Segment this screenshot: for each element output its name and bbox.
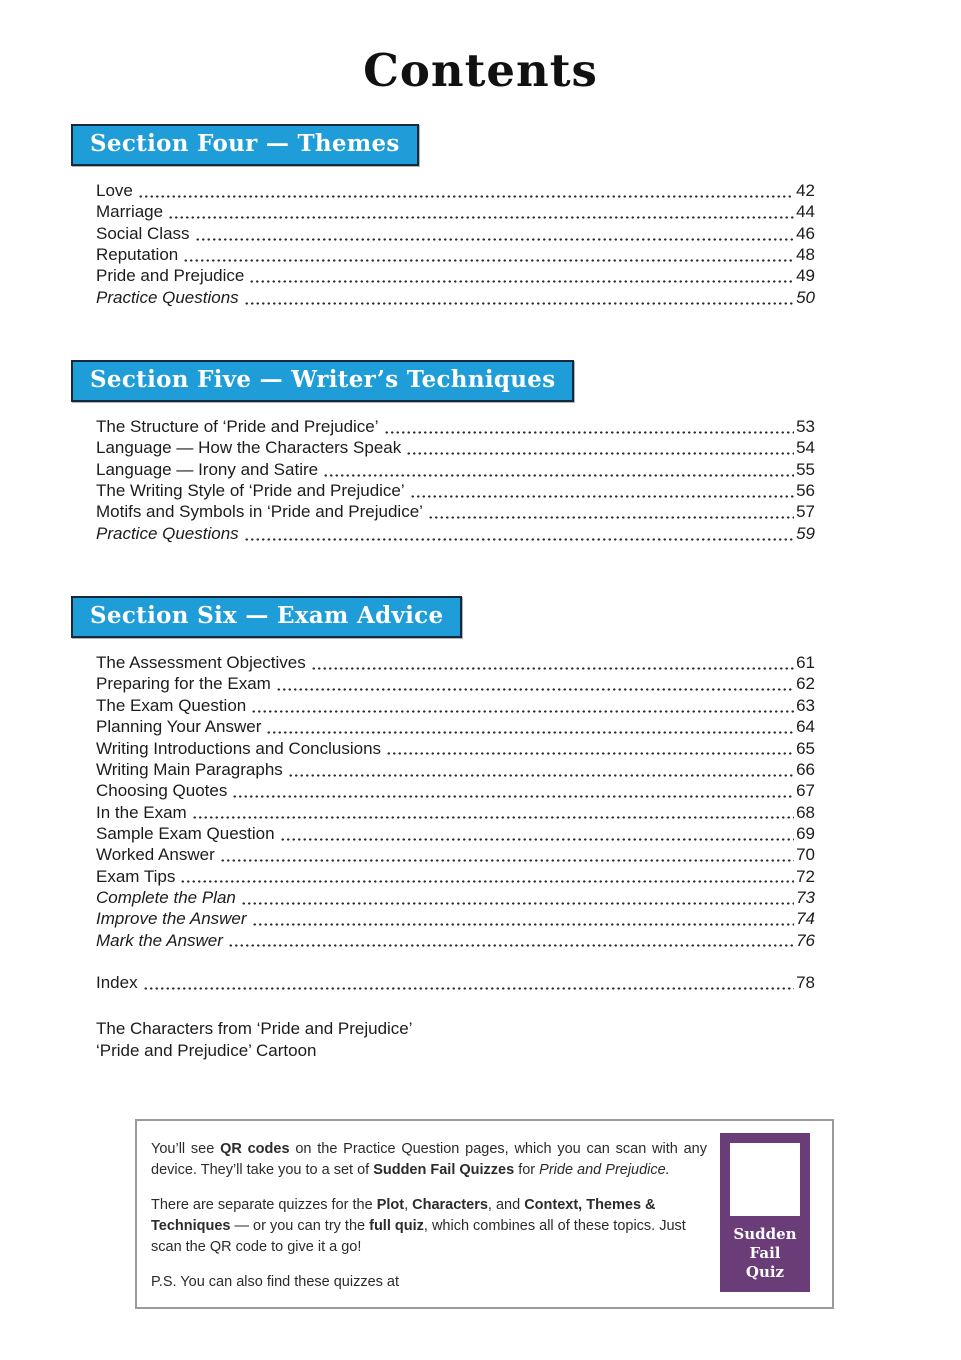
toc-leader-dots bbox=[232, 780, 794, 801]
toc-page-number: 64 bbox=[796, 717, 815, 737]
toc-entry-label: Language — Irony and Satire bbox=[96, 459, 319, 479]
toc-entry bbox=[96, 244, 815, 265]
toc-section bbox=[0, 596, 961, 951]
toc-page-number: 46 bbox=[796, 223, 815, 243]
toc-page-number: 55 bbox=[796, 459, 815, 479]
toc-list bbox=[96, 180, 815, 308]
toc-page-number: 50 bbox=[796, 287, 815, 307]
toc-entry-label: Complete the Plan bbox=[96, 887, 236, 907]
qr-info-box bbox=[135, 1119, 834, 1309]
toc-leader-dots bbox=[220, 844, 794, 865]
toc-leader-dots bbox=[252, 908, 795, 929]
toc-page-number: 49 bbox=[796, 266, 815, 286]
toc-entry-label: Mark the Answer bbox=[96, 930, 223, 950]
toc-entry bbox=[96, 652, 815, 673]
toc-list bbox=[96, 416, 815, 544]
toc-entry-label: Preparing for the Exam bbox=[96, 674, 271, 694]
toc-leader-dots bbox=[410, 480, 794, 501]
toc-leader-dots bbox=[143, 972, 794, 993]
toc-entry bbox=[96, 459, 815, 480]
toc-entry-label: The Exam Question bbox=[96, 695, 247, 715]
toc-leader-dots bbox=[138, 180, 794, 201]
toc-entry-label: Writing Introductions and Conclusions bbox=[96, 738, 382, 758]
toc-leader-dots bbox=[428, 501, 794, 522]
toc-entry-label: The Assessment Objectives bbox=[96, 653, 306, 673]
toc-page-number: 54 bbox=[796, 438, 815, 458]
toc-leader-dots bbox=[249, 265, 794, 286]
toc-page-number: 70 bbox=[796, 845, 815, 865]
toc-leader-dots bbox=[168, 201, 794, 222]
extra-entry: ‘Pride and Prejudice’ Cartoon bbox=[96, 1040, 317, 1060]
toc-list bbox=[96, 652, 815, 951]
sudden-fail-quiz-label bbox=[730, 1225, 800, 1282]
toc-entry bbox=[96, 480, 815, 501]
sudden-fail-quiz-label-line: Fail Quiz bbox=[745, 1244, 785, 1282]
toc-page-number: 44 bbox=[796, 202, 815, 222]
toc-entry bbox=[96, 265, 815, 286]
toc-page-number: 53 bbox=[796, 417, 815, 437]
toc-page-number: 57 bbox=[796, 502, 815, 522]
toc-leader-dots bbox=[406, 437, 794, 458]
toc-leader-dots bbox=[241, 887, 794, 908]
toc-page-number: 73 bbox=[796, 887, 815, 907]
toc-entry bbox=[96, 844, 815, 865]
toc-entry bbox=[96, 823, 815, 844]
toc-leader-dots bbox=[384, 416, 795, 437]
toc-entry bbox=[96, 523, 815, 544]
toc-entry bbox=[96, 287, 815, 308]
toc-leader-dots bbox=[386, 738, 794, 759]
toc-entry bbox=[96, 716, 815, 737]
toc-entry-label: Exam Tips bbox=[96, 866, 176, 886]
toc-leader-dots bbox=[183, 244, 794, 265]
section-header bbox=[71, 360, 574, 402]
sudden-fail-quiz-label-line: Sudden bbox=[733, 1225, 797, 1244]
toc-entry bbox=[96, 223, 815, 244]
toc-page-number: 61 bbox=[796, 653, 815, 673]
toc-entry-label: Marriage bbox=[96, 202, 164, 222]
toc-page-number: 66 bbox=[796, 759, 815, 779]
toc-page-number: 78 bbox=[796, 972, 815, 992]
toc-leader-dots bbox=[244, 523, 794, 544]
toc-entry bbox=[96, 780, 815, 801]
toc-leader-dots bbox=[244, 287, 794, 308]
toc-entry-label: Sample Exam Question bbox=[96, 823, 275, 843]
toc-entry bbox=[96, 180, 815, 201]
toc-entry bbox=[96, 437, 815, 458]
toc-page-number: 59 bbox=[796, 523, 815, 543]
toc-entry bbox=[96, 695, 815, 716]
qr-info-text bbox=[151, 1133, 707, 1297]
toc-leader-dots bbox=[192, 802, 794, 823]
extra-entry: The Characters from ‘Pride and Prejudice’ bbox=[96, 1019, 413, 1039]
toc-entry-label: Choosing Quotes bbox=[96, 781, 228, 801]
toc-page-number: 42 bbox=[796, 181, 815, 200]
toc-entry bbox=[96, 501, 815, 522]
toc-entry-label: Worked Answer bbox=[96, 845, 215, 865]
toc-entry bbox=[96, 673, 815, 694]
toc-page-number: 69 bbox=[796, 823, 815, 843]
toc-entry bbox=[96, 972, 815, 993]
toc-entry-label: In the Exam bbox=[96, 802, 187, 822]
toc-section bbox=[0, 124, 961, 308]
sudden-fail-quiz-badge bbox=[720, 1133, 810, 1292]
section-header-label: Section Six — Exam Advice bbox=[90, 602, 444, 630]
toc-page-number: 65 bbox=[796, 738, 815, 758]
toc-leader-dots bbox=[311, 652, 794, 673]
toc-page-number: 63 bbox=[796, 695, 815, 715]
toc-entry-label: Pride and Prejudice bbox=[96, 266, 245, 286]
toc-leader-dots bbox=[228, 930, 794, 951]
index-row-slot bbox=[96, 972, 815, 993]
toc-entry-label: Reputation bbox=[96, 245, 179, 265]
toc-page-number: 67 bbox=[796, 781, 815, 801]
toc-leader-dots bbox=[280, 823, 794, 844]
toc-entry bbox=[96, 866, 815, 887]
section-header-label: Section Four — Themes bbox=[90, 130, 400, 157]
toc-entry-label: Love bbox=[96, 181, 133, 200]
toc-entry bbox=[96, 802, 815, 823]
toc-leader-dots bbox=[180, 866, 794, 887]
qr-info-paragraph: There are separate quizzes for the Plot, Characters, and Context, Themes & Techniques — or you can try the full quiz, which combines all of these topics. Just scan the QR code to give it a go! bbox=[151, 1197, 686, 1256]
page-title: Contents bbox=[363, 44, 598, 97]
toc-leader-dots bbox=[266, 716, 794, 737]
section-header bbox=[71, 124, 419, 166]
toc-page-number: 74 bbox=[796, 909, 815, 929]
toc-page-number: 62 bbox=[796, 674, 815, 694]
toc-entry bbox=[96, 201, 815, 222]
toc-entry-label: The Structure of ‘Pride and Prejudice’ bbox=[96, 417, 379, 437]
toc-page-number: 68 bbox=[796, 802, 815, 822]
toc-entry-label: Practice Questions bbox=[96, 523, 239, 543]
toc-entry-label: Planning Your Answer bbox=[96, 717, 262, 737]
qr-info-paragraph: P.S. You can also find these quizzes at bbox=[151, 1274, 400, 1291]
toc-entry-label: Practice Questions bbox=[96, 287, 239, 307]
qr-code-placeholder bbox=[730, 1143, 800, 1216]
qr-info-paragraph: You’ll see QR codes on the Practice Question pages, which you can scan with any device. They’ll take you to a set of Sudden Fail Quizzes for Pride and Prejudice. bbox=[151, 1141, 707, 1179]
toc-leader-dots bbox=[288, 759, 794, 780]
toc-leader-dots bbox=[276, 673, 794, 694]
extra-entries bbox=[96, 1018, 961, 1061]
toc-entry bbox=[96, 930, 815, 951]
toc-entry bbox=[96, 416, 815, 437]
toc-page-number: 72 bbox=[796, 866, 815, 886]
toc-entry-label: Index bbox=[96, 972, 138, 992]
toc-entry-label: Motifs and Symbols in ‘Pride and Prejudice’ bbox=[96, 502, 423, 522]
toc-page-number: 48 bbox=[796, 245, 815, 265]
sections bbox=[0, 124, 961, 951]
section-header bbox=[71, 596, 462, 638]
toc-entry bbox=[96, 759, 815, 780]
toc-page-number: 56 bbox=[796, 481, 815, 501]
toc-entry-label: Language — How the Characters Speak bbox=[96, 438, 402, 458]
toc-entry-label: Social Class bbox=[96, 223, 190, 243]
toc-entry bbox=[96, 908, 815, 929]
toc-page-number: 76 bbox=[796, 930, 815, 950]
toc-entry-label: Improve the Answer bbox=[96, 909, 247, 929]
toc-entry-label: Writing Main Paragraphs bbox=[96, 759, 283, 779]
toc-entry bbox=[96, 738, 815, 759]
toc-leader-dots bbox=[195, 223, 795, 244]
toc-entry bbox=[96, 887, 815, 908]
toc-leader-dots bbox=[323, 459, 794, 480]
section-header-label: Section Five — Writer’s Techniques bbox=[90, 366, 556, 394]
toc-entry-label: The Writing Style of ‘Pride and Prejudice’ bbox=[96, 481, 405, 501]
toc-leader-dots bbox=[251, 695, 794, 716]
toc-section bbox=[0, 360, 961, 544]
